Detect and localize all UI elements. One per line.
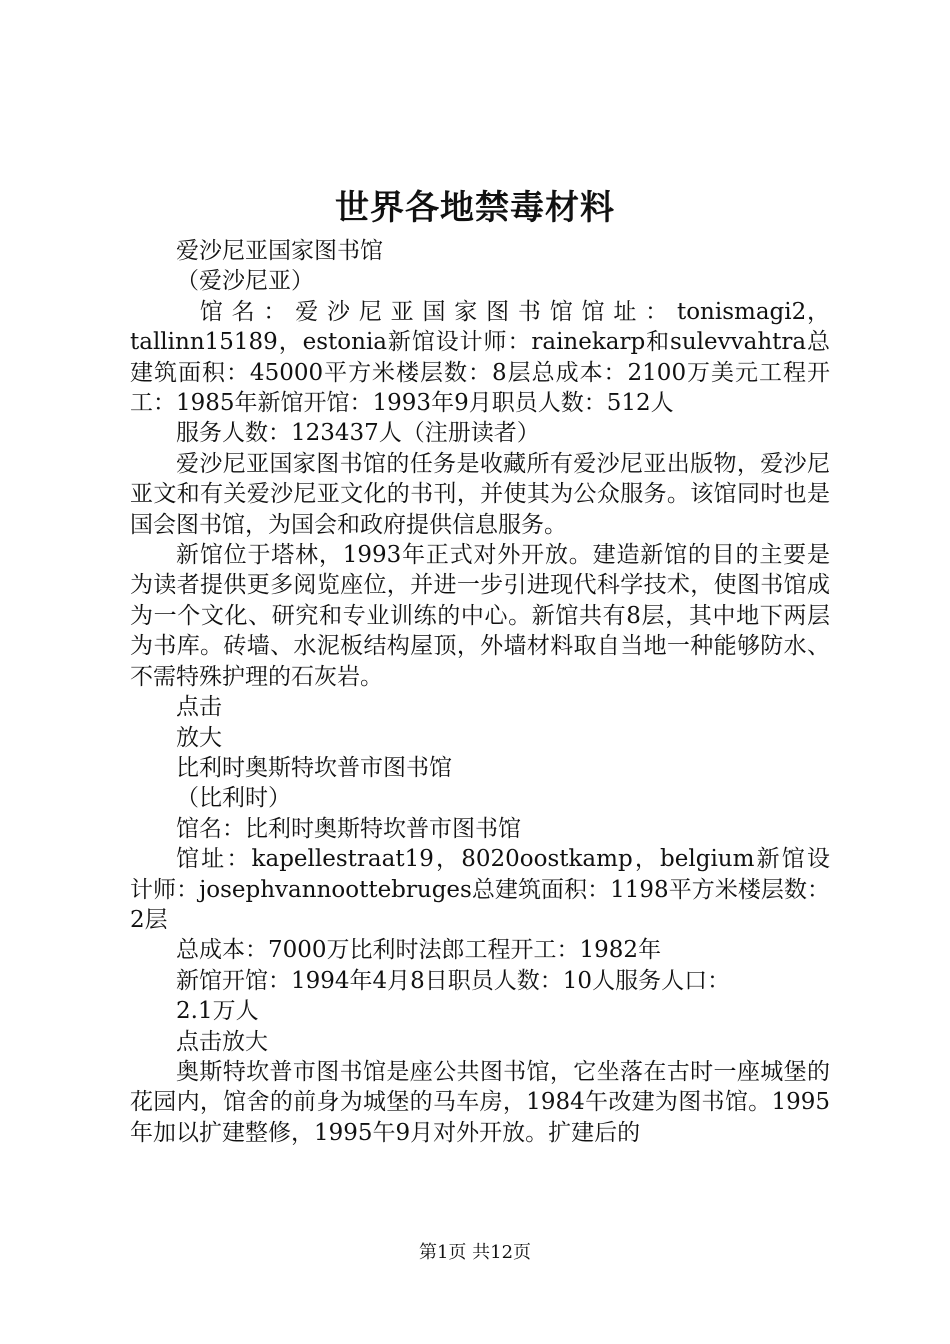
paragraph: 馆 名 ： 爱 沙 尼 亚 国 家 图 书 馆 馆 址 ： tonismagi2，tallinn15189，estonia新馆设计师：rainekarp和sulevvahtra总建筑面积：45000平方米楼层数：8层总成本：2100万美元工程开工：1985年新馆开馆：1993年9月职员人数：512人 (130, 298, 830, 417)
paragraph: 比利时奥斯特坎普市图书馆 (176, 754, 452, 781)
paragraph: 爱沙尼亚国家图书馆的任务是收藏所有爱沙尼亚出版物，爱沙尼亚文和有关爱沙尼亚文化的书刊，并使其为公众服务。该馆同时也是国会图书馆，为国会和政府提供信息服务。 (130, 450, 830, 538)
paragraph: 奥斯特坎普市图书馆是座公共图书馆，它坐落在古时一座城堡的花园内，馆舍的前身为城堡的马车房，1984午改建为图书馆。1995年加以扩建整修，1995午9月对外开放。扩建后的 (130, 1058, 830, 1146)
document-title: 世界各地禁毒材料 (335, 188, 615, 228)
paragraph: 新馆位于塔林，1993年正式对外开放。建造新馆的目的主要是为读者提供更多阅览座位，并进一步引进现代科学技术，使图书馆成为一个文化、研究和专业训练的中心。新馆共有8层，其中地下两层为书库。砖墙、水泥板结构屋顶，外墙材料取自当地一种能够防水、不需特殊护理的石灰岩。 (130, 542, 830, 690)
paragraph: 馆址：kapellestraat19，8020oostkamp，belgium新馆设计师：josephvannoottebruges总建筑面积：1198平方米楼层数：2层 (130, 846, 830, 933)
paragraph: 总成本：7000万比利时法郎工程开工：1982年 (176, 937, 662, 964)
paragraph: （比利时） (176, 785, 291, 812)
page-footer: 第1页 共12页 (418, 1242, 532, 1263)
paragraph: 放大 (176, 724, 222, 751)
paragraph: 馆名：比利时奥斯特坎普市图书馆 (176, 815, 521, 842)
paragraph: （爱沙尼亚） (176, 268, 314, 295)
document-body (130, 236, 830, 1148)
paragraph: 点击 (176, 694, 222, 721)
paragraph: 服务人数：123437人（注册读者） (176, 420, 540, 447)
paragraph: 爱沙尼亚国家图书馆 (176, 238, 383, 264)
paragraph: 点击放大 (176, 1028, 268, 1055)
paragraph: 新馆开馆：1994年4月8日职员人数：10人服务人口： (176, 967, 731, 994)
paragraph: 2.1万人 (176, 998, 259, 1025)
